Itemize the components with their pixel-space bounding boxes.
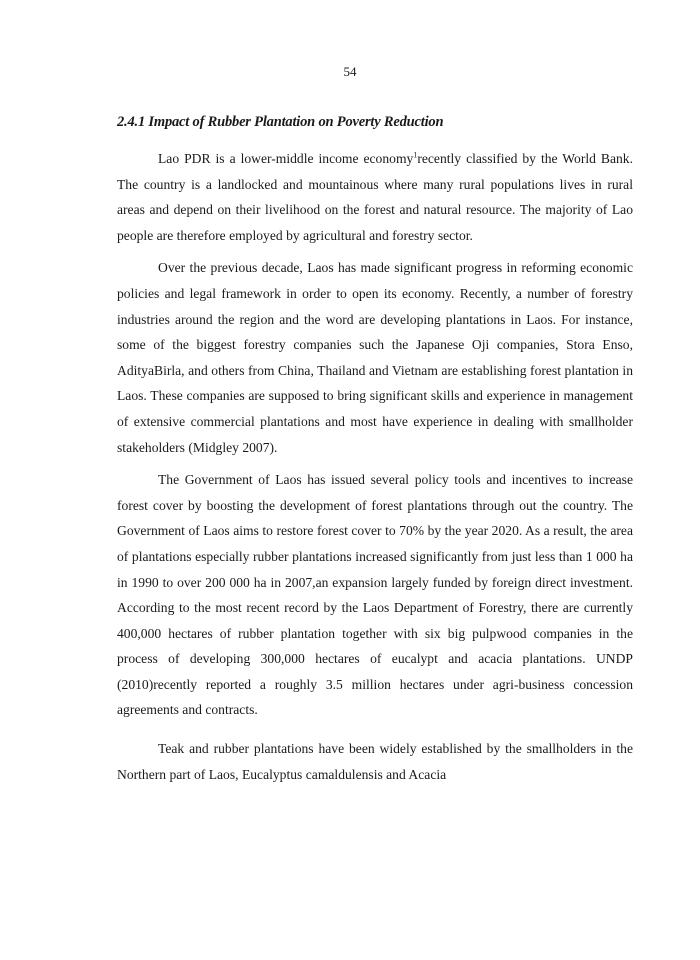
- paragraph-3: The Government of Laos has issued several policy tools and incentives to increase forest cover by boosting the development of forest plantations through out the country. The Government of Laos aims to restore forest cover to 70% by the year 2020. As a result, the area of plantations especially rubber plantations increased significantly from just less than 1 000 ha in 1990 to over 200 000 ha in 2007,an expansion largely funded by foreign direct investment. According to the most recent record by the Laos Department of Forestry, there are currently 400,000 hectares of rubber plantation together with six big pulpwood companies in the process of developing 300,000 hectares of eucalypt and acacia plantations. UNDP (2010)recently reported a roughly 3.5 million hectares under agri-business concession agreements and contracts.: [117, 472, 633, 718]
- paragraph-1-text-start: Lao PDR is a lower-middle income economy: [158, 151, 414, 166]
- paragraph-2: Over the previous decade, Laos has made significant progress in reforming economic policies and legal framework in order to open its economy. Recently, a number of forestry industries around the region and the word are developing plantations in Laos. For instance, some of the biggest forestry companies such the Japanese Oji companies, Stora Enso, AdityaBirla, and others from China, Thailand and Vietnam are establishing forest plantation in Laos. These companies are supposed to bring significant skills and experience in management of extensive commercial plantations and most have experience in dealing with smallholder stakeholders (Midgley 2007).: [117, 260, 633, 455]
- paragraph-1: [117, 146, 633, 248]
- paragraph-4: Teak and rubber plantations have been widely established by the smallholders in the Northern part of Laos, Eucalyptus camaldulensis and Acacia: [117, 741, 633, 782]
- paragraph-1-text-end: recently classified by the World Bank. The country is a landlocked and mountainous where many rural populations lives in rural areas and depend on their livelihood on the forest and natural resource. The majority of Lao people are therefore employed by agricultural and forestry sector.: [117, 151, 633, 243]
- page-number: 54: [343, 64, 357, 79]
- section-heading: 2.4.1 Impact of Rubber Plantation on Poverty Reduction: [117, 114, 444, 130]
- footnote-marker: 1: [413, 150, 418, 160]
- body-text: [117, 146, 633, 794]
